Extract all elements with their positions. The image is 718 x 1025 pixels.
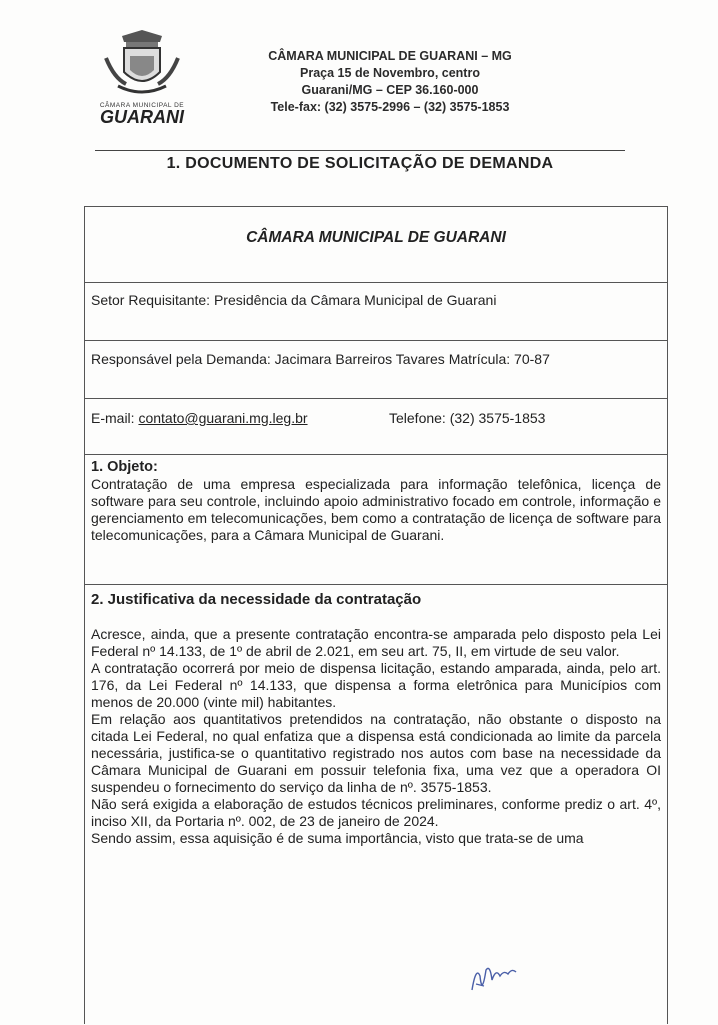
responsavel-label: Responsável pela Demanda: <box>91 351 271 367</box>
entity-name: CÂMARA MUNICIPAL DE GUARANI <box>246 229 506 246</box>
objeto-section <box>85 455 667 585</box>
signature-initials <box>462 946 522 1006</box>
justificativa-paragraph: Acresce, ainda, que a presente contratação encontra-se amparada pelo disposto pela Lei Federal nº 14.133, de 1º de abril de 2.021, em seu art. 75, II, em virtude de seu valor. <box>91 626 661 659</box>
letterhead-line: Praça 15 de Novembro, centro <box>300 66 480 80</box>
logo-subtitle: CÂMARA MUNICIPAL DE <box>99 102 185 109</box>
objeto-text: Contratação de uma empresa especializada para informação telefônica, licença de software para seu controle, incluindo apoio administrativo focado em controle, informação e gerenciamento em telecomunicações, bem como a contratação de licença de software para telecomunicações, para a Câmara Municipal de Guarani. <box>91 476 661 543</box>
justificativa-title: 2. Justificativa da necessidade da contratação <box>91 591 422 608</box>
document-title: 1. DOCUMENTO DE SOLICITAÇÃO DE DEMANDA <box>166 155 554 172</box>
demand-form-table <box>84 206 668 1024</box>
justificativa-paragraph: Sendo assim, essa aquisição é de suma importância, visto que trata-se de uma <box>91 830 584 846</box>
header-divider <box>95 150 625 151</box>
logo-name: GUARANI <box>100 107 184 127</box>
responsavel-row <box>85 341 667 399</box>
entity-row <box>85 207 667 283</box>
coat-of-arms-icon <box>96 28 188 100</box>
email-label: E-mail: <box>91 410 139 426</box>
justificativa-paragraph: Não será exigida a elaboração de estudos técnicos preliminares, conforme prediz o art. 4º, inciso XII, da Portaria nº. 002, de 23 de janeiro de 2024. <box>91 796 661 829</box>
letterhead-line: Tele-fax: (32) 3575-2996 – (32) 3575-1853 <box>270 100 510 114</box>
letterhead-line: Guarani/MG – CEP 36.160-000 <box>301 83 479 97</box>
justificativa-paragraph: A contratação ocorrerá por meio de dispensa licitação, estando amparada, ainda, pelo art. 176, da Lei Federal nº 14.133, que dispensa a forma eletrônica para Municípios com menos de 20.000 (vinte mil) habitantes. <box>91 660 661 710</box>
camara-logo <box>96 28 188 128</box>
letterhead-line: CÂMARA MUNICIPAL DE GUARANI – MG <box>268 49 512 63</box>
letterhead <box>230 48 550 116</box>
objeto-title: 1. Objeto: <box>91 459 158 475</box>
phone-text: Telefone: (32) 3575-1853 <box>389 410 546 426</box>
contact-row <box>85 399 667 455</box>
justificativa-paragraph: Em relação aos quantitativos pretendidos na contratação, não obstante o disposto na citada Lei Federal, no qual enfatiza que a dispensa está condicionada ao limite da parcela necessária, justifica-se o quantitativo registrado nos autos com base na necessidade da Câmara Municipal de Guarani em possuir telefonia fixa, uma vez que a operadora OI suspendeu o fornecimento do serviço da linha de nº. 3575-1853. <box>91 711 661 795</box>
justificativa-section <box>85 585 667 1025</box>
setor-text: Setor Requisitante: Presidência da Câmara Municipal de Guarani <box>91 292 497 308</box>
setor-row <box>85 283 667 341</box>
email-link[interactable]: contato@guarani.mg.leg.br <box>138 410 308 426</box>
responsavel-value: Jacimara Barreiros Tavares Matrícula: 70-87 <box>274 351 550 367</box>
